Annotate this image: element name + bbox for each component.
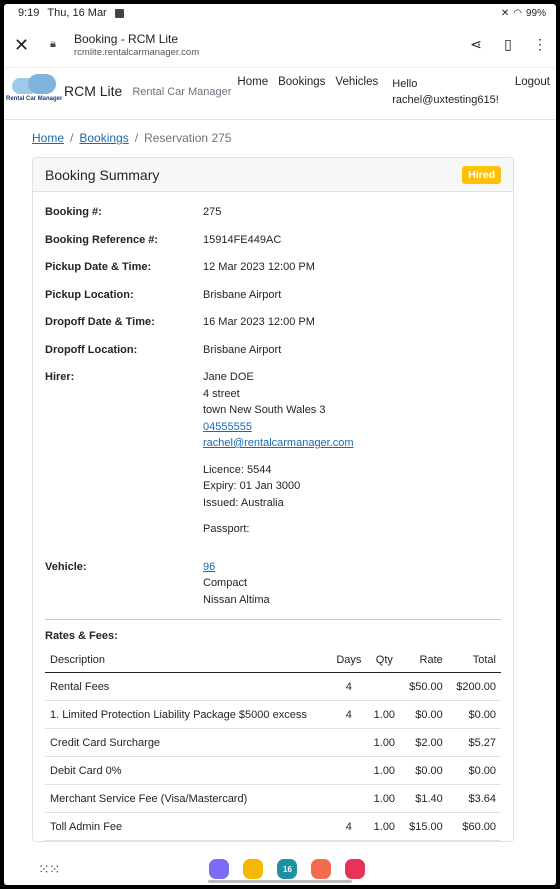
pickup-datetime-label: Pickup Date & Time: xyxy=(45,261,152,273)
cell-days: 4 xyxy=(330,813,367,841)
hirer-details xyxy=(203,369,501,548)
cell-description: Credit Card Surcharge xyxy=(45,729,330,757)
cell-qty: 1.00 xyxy=(368,729,402,757)
cell-qty: 1.00 xyxy=(368,813,402,841)
status-date: Thu, 16 Mar xyxy=(47,7,107,19)
hirer-street: 4 street xyxy=(203,387,240,400)
cell-total: $60.00 xyxy=(448,813,501,841)
cell-days xyxy=(330,729,367,757)
detail-row xyxy=(45,232,501,249)
cell-total: $200.00 xyxy=(448,673,501,701)
cell-rate: $0.00 xyxy=(401,701,448,729)
pickup-location-label: Pickup Location: xyxy=(45,288,134,301)
passport: Passport: xyxy=(203,523,250,535)
notification-icon xyxy=(115,9,124,18)
booking-reference-label: Booking Reference #: xyxy=(45,233,159,246)
brand-subtitle: Rental Car Manager xyxy=(132,86,232,98)
wifi-icon: ◠ xyxy=(513,7,522,19)
more-menu-icon[interactable]: ⋮ xyxy=(533,36,547,52)
col-description: Description xyxy=(45,648,330,673)
rcm-logo[interactable] xyxy=(6,74,63,110)
detail-row xyxy=(45,559,501,609)
detail-row xyxy=(45,342,501,359)
cell-total: $0.00 xyxy=(448,701,501,729)
page-title-bar: Booking - RCM Lite xyxy=(74,31,179,46)
cell-description: Toll Admin Fee xyxy=(45,813,330,841)
cell-rate: $15.00 xyxy=(401,813,448,841)
table-row xyxy=(45,729,501,757)
detail-row xyxy=(45,314,501,331)
contacts-icon[interactable] xyxy=(311,859,331,879)
url-bar[interactable] xyxy=(74,32,468,58)
share-icon[interactable]: ⋖ xyxy=(470,36,482,52)
greeting-line: Hello xyxy=(392,78,418,90)
cell-description: Rental Fees xyxy=(45,673,330,701)
cell-qty: 1.00 xyxy=(368,701,402,729)
cell-days: 4 xyxy=(330,701,367,729)
status-badge: Hired xyxy=(462,166,501,184)
cell-rate: $0.00 xyxy=(401,757,448,785)
nav-bookings[interactable]: Bookings xyxy=(278,76,326,88)
cell-qty: 1.00 xyxy=(368,757,402,785)
app-navbar xyxy=(4,68,556,120)
licence-issued: Issued: Australia xyxy=(203,496,284,509)
nav-vehicles[interactable]: Vehicles xyxy=(335,76,379,88)
cell-description: Merchant Service Fee (Visa/Mastercard) xyxy=(45,785,330,813)
cell-description: 1. Limited Protection Liability Package $5000 excess xyxy=(45,701,330,729)
device-screen xyxy=(4,4,556,885)
url-host: rcmlite.rentalcarmanager.com xyxy=(74,46,200,58)
breadcrumb-separator: / xyxy=(70,131,74,145)
breadcrumb-bookings[interactable]: Bookings xyxy=(79,131,129,145)
vehicle-details xyxy=(203,559,501,609)
vehicle-label: Vehicle: xyxy=(45,560,87,573)
mute-icon: ✕ xyxy=(500,7,510,19)
home-indicator[interactable] xyxy=(208,880,352,883)
booking-summary-card xyxy=(32,157,514,842)
status-time: 9:19 xyxy=(18,7,40,19)
table-row xyxy=(45,785,501,813)
user-greeting xyxy=(392,76,504,108)
cell-description: Debit Card 0% xyxy=(45,757,330,785)
bixby-icon[interactable] xyxy=(209,859,229,879)
licence-number: Licence: 5544 xyxy=(203,463,272,476)
logo-text: Rental Car Manager xyxy=(6,96,63,102)
vehicle-model: Nissan Altima xyxy=(203,593,270,606)
booking-reference: 15914FE449AC xyxy=(203,233,282,246)
table-row xyxy=(45,757,501,785)
hirer-label: Hirer: xyxy=(45,371,75,383)
cell-days xyxy=(330,785,367,813)
dropoff-location: Brisbane Airport xyxy=(203,343,282,356)
nav-home[interactable]: Home xyxy=(237,76,269,88)
cell-rate: $50.00 xyxy=(401,673,448,701)
greeting-user: rachel@uxtesting615! xyxy=(392,94,499,106)
col-qty: Qty xyxy=(368,648,402,673)
col-total: Total xyxy=(448,648,501,673)
breadcrumb xyxy=(32,131,514,145)
table-row xyxy=(45,673,501,701)
booking-number: 275 xyxy=(203,206,222,218)
cell-total: $0.00 xyxy=(448,757,501,785)
dropoff-datetime: 16 Mar 2023 12:00 PM xyxy=(203,316,315,328)
cell-rate: $1.40 xyxy=(401,785,448,813)
calendar-icon[interactable]: 16 xyxy=(277,859,297,879)
close-icon[interactable]: ✕ xyxy=(14,34,30,55)
rates-table xyxy=(45,648,501,841)
taskbar xyxy=(4,853,556,885)
table-row xyxy=(45,701,501,729)
cell-qty: 1.00 xyxy=(368,785,402,813)
detail-row xyxy=(45,204,501,221)
app-drawer-icon[interactable]: ⁙⁙ xyxy=(38,860,60,877)
cell-days xyxy=(330,757,367,785)
hirer-phone-link[interactable]: 04555555 xyxy=(203,420,252,433)
section-divider xyxy=(45,619,501,620)
breadcrumb-current: Reservation 275 xyxy=(144,131,232,145)
browser-toolbar xyxy=(4,22,556,68)
rates-title: Rates & Fees: xyxy=(45,630,118,642)
hirer-name: Jane DOE xyxy=(203,371,254,383)
breadcrumb-home[interactable]: Home xyxy=(32,131,65,145)
table-row xyxy=(45,813,501,841)
cell-total: $3.64 xyxy=(448,785,501,813)
detail-row xyxy=(45,259,501,276)
cell-total: $5.27 xyxy=(448,729,501,757)
col-rate: Rate xyxy=(401,648,448,673)
dropoff-location-label: Dropoff Location: xyxy=(45,343,138,356)
licence-expiry: Expiry: 01 Jan 3000 xyxy=(203,480,301,492)
pickup-datetime: 12 Mar 2023 12:00 PM xyxy=(203,261,315,273)
cell-rate: $2.00 xyxy=(401,729,448,757)
table-header-row xyxy=(45,648,501,673)
bookmark-icon[interactable]: ▯ xyxy=(504,36,512,52)
cell-qty xyxy=(368,673,402,701)
detail-row xyxy=(45,369,501,548)
card-title: Booking Summary xyxy=(45,166,160,183)
vehicle-category: Compact xyxy=(203,577,248,589)
lock-icon[interactable]: 🔒︎ xyxy=(50,38,56,50)
dropoff-datetime-label: Dropoff Date & Time: xyxy=(45,316,155,328)
pickup-location: Brisbane Airport xyxy=(203,288,282,301)
breadcrumb-separator: / xyxy=(134,131,139,145)
files-icon[interactable] xyxy=(243,859,263,879)
brand-name[interactable]: RCM Lite xyxy=(64,83,123,99)
hirer-email-link[interactable]: rachel@rentalcarmanager.com xyxy=(203,437,354,449)
battery-level: 99% xyxy=(525,7,546,19)
booking-number-label: Booking #: xyxy=(45,206,102,218)
status-bar xyxy=(4,4,556,22)
main-content xyxy=(4,131,556,842)
cell-days: 4 xyxy=(330,673,367,701)
camera-icon[interactable] xyxy=(345,859,365,879)
detail-row xyxy=(45,287,501,304)
logout-link[interactable]: Logout xyxy=(514,76,550,88)
card-header xyxy=(33,158,513,192)
hirer-town: town New South Wales 3 xyxy=(203,404,326,416)
vehicle-link[interactable]: 96 xyxy=(203,560,216,573)
logo-cloud xyxy=(28,74,56,94)
col-days: Days xyxy=(330,648,367,673)
